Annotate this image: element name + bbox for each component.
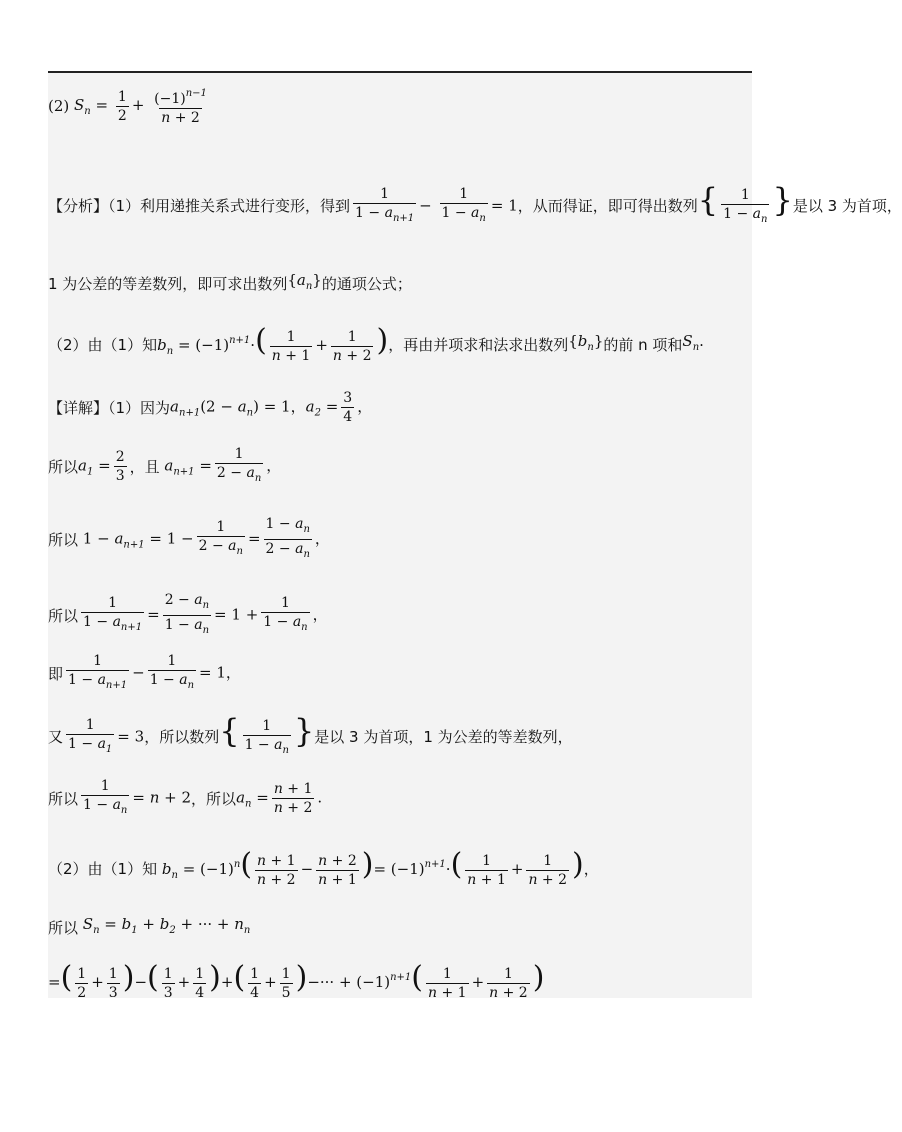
solution-line-4: [48, 592, 328, 639]
solution-line-2: [48, 446, 281, 487]
sum-formula: $S_n$ = $\frac{1}{2}$ + $\frac{(-1)^{n-1}}{n + 2}$: [69, 88, 207, 126]
one-minus-step: $1 - a_{n+1} = 1$ − $\frac{1}{2 - a_n}$ = $\frac{1 - a_n}{2 - a_n}$ ，: [78, 516, 330, 563]
analysis-heading-text: 【分析】（1）利用递推关系式进行变形，得到: [48, 197, 351, 216]
arithmetic-text: 是以 3 为首项，1 为公差的等差数列，: [314, 728, 573, 747]
general-term: $a_n$ = $\frac{n + 1}{n + 2}$ .: [236, 781, 323, 816]
sequence-bn: $\{b_n\}$: [568, 332, 604, 354]
analysis-end-text: 是以 3 为首项，: [792, 197, 902, 216]
solution-line-7: [48, 778, 322, 819]
analysis-line-3: [48, 323, 704, 364]
recurrence-solved: $a_{n+1}$ = $\frac{1}{2 - a_n}$ ，: [160, 446, 282, 487]
recurrence-difference: $\frac{1}{1 - a_{n+1}}$ − $\frac{1}{1 - a_n}$ = 1: [350, 186, 518, 227]
analysis-mid-text: ，再由并项求和法求出数列: [388, 335, 569, 354]
bn-expansion: $b_n = (-1)^n$( $\frac{n + 1}{n + 2}$ − $\frac{n + 2}{n + 1}$ )= $(-1)^{n+1}\cdot$( $\frac{1}{n + 1}$ + $\frac{1}{n + 2}$ )，: [157, 847, 599, 888]
a1-value: $a_1$ = $\frac{2}{3}$: [78, 449, 125, 484]
i-e-text: 即: [48, 664, 64, 683]
part-label: (2): [48, 97, 70, 115]
sequence-an: $\{a_n\}$: [287, 271, 322, 292]
so-text: 所以: [48, 789, 79, 808]
also-text: 又: [48, 728, 64, 747]
solution-line-10: [48, 960, 545, 1001]
analysis-end-text: 的通项公式；: [321, 274, 412, 293]
solution-heading-text: 【详解】（1）因为: [48, 398, 171, 417]
solution-line-3: [48, 516, 330, 563]
answer-part2-line: [48, 86, 212, 126]
solution-line-9: [48, 914, 250, 941]
so-text: ，所以: [191, 789, 237, 808]
analysis-part2-text: （2）由（1）知: [48, 335, 158, 354]
sequence-brace: { $\frac{1}{1 - a_n}$ }: [698, 185, 793, 228]
so-text: 所以: [48, 530, 79, 549]
so-text: 所以: [48, 918, 79, 937]
bn-formula: $b_n = (-1)^{n+1}\cdot$( $\frac{1}{n + 1}$ + $\frac{1}{n + 2}$ ): [157, 323, 389, 364]
so-text: 所以: [48, 606, 79, 625]
solution-line-5: [48, 653, 241, 694]
sn-definition: $S_n = b_1 + b_2$ + ··· + $n_n$: [78, 915, 251, 936]
general-term-reciprocal: $\frac{1}{1 - a_n}$ = n + 2: [78, 778, 191, 819]
analysis-text: 1 为公差的等差数列，即可求出数列: [48, 274, 288, 293]
recurrence-given: $a_{n+1}(2 - a_n) = 1$，$a_2$ = $\frac{3}{4}$ ，: [170, 390, 373, 425]
reciprocal-step: $\frac{1}{1 - a_{n+1}}$ = $\frac{2 - a_n}{1 - a_n}$ = 1 + $\frac{1}{1 - a_n}$ ，: [78, 592, 328, 639]
and-text: ，且: [129, 457, 160, 476]
sum-symbol: $S_n$.: [682, 332, 704, 354]
telescoping-sum: =( $\frac{1}{2}$ + $\frac{1}{3}$ )−( $\frac{1}{3}$ + $\frac{1}{4}$ )+( $\frac{1}{4}$ + $\frac{1}{5}$ )−··· + $(-1)^{n+1}$( $\frac{1}{n + 1}$ + $\frac{1}{n + 2}$ ): [48, 960, 545, 1001]
so-sequence-text: ，所以数列: [144, 728, 220, 747]
analysis-mid-text: ，从而得证，即可得出数列: [517, 197, 698, 216]
analysis-line-1: [48, 181, 902, 228]
analysis-end-text: 的前 n 项和: [603, 335, 683, 354]
solution-line-1: [48, 390, 372, 425]
first-term: $\frac{1}{1 - a_1}$ = 3: [63, 717, 144, 758]
sequence-brace: { $\frac{1}{1 - a_n}$ }: [219, 716, 314, 759]
analysis-line-2: [48, 270, 412, 297]
so-text: 所以: [48, 457, 79, 476]
solution-line-6: [48, 712, 573, 759]
difference-step: $\frac{1}{1 - a_{n+1}}$ − $\frac{1}{1 - a_n}$ = 1，: [63, 653, 241, 694]
solution-line-8: [48, 847, 599, 888]
part2-text: （2）由（1）知: [48, 859, 158, 878]
